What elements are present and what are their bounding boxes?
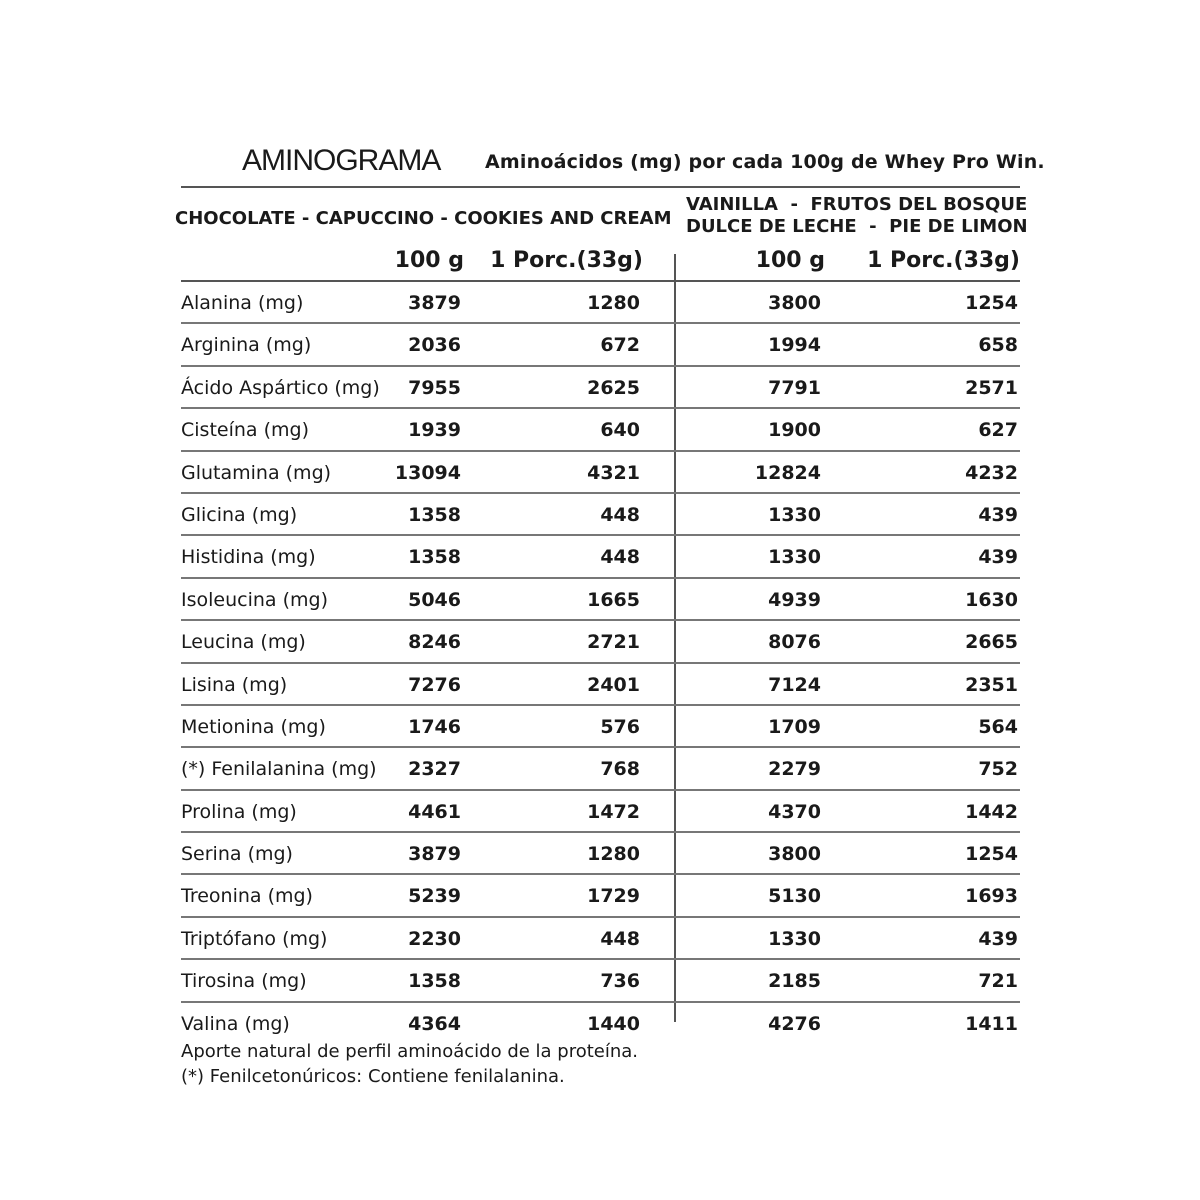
value-right-portion: 627: [978, 419, 1018, 442]
flavor-group-right-line2: DULCE DE LECHE - PIE DE LIMON: [686, 216, 1028, 237]
table-row: [181, 452, 1020, 494]
amino-acid-name: Cisteína (mg): [181, 419, 309, 442]
value-right-portion: 439: [978, 503, 1018, 526]
amino-acid-name: Triptófano (mg): [181, 927, 328, 950]
page-subtitle: Aminoácidos (mg) por cada 100g de Whey Pro Win.: [485, 151, 1045, 173]
value-right-portion: 1411: [965, 1012, 1018, 1035]
amino-acid-name: (*) Fenilalanina (mg): [181, 758, 377, 781]
value-right-100g: 4370: [768, 800, 821, 823]
value-right-portion: 4232: [965, 461, 1018, 484]
value-left-portion: 1440: [587, 1012, 640, 1035]
value-right-portion: 2571: [965, 376, 1018, 399]
value-right-portion: 1254: [965, 843, 1018, 866]
value-left-100g: 8246: [408, 631, 461, 654]
footnote-2: (*) Fenilcetonúricos: Contiene fenilalanina.: [181, 1066, 565, 1087]
amino-acid-name: Arginina (mg): [181, 334, 312, 357]
value-right-100g: 8076: [768, 631, 821, 654]
table-row: [181, 748, 1020, 790]
value-right-100g: 7124: [768, 673, 821, 696]
value-left-100g: 1939: [408, 419, 461, 442]
table-row: [181, 791, 1020, 833]
amino-acid-name: Treonina (mg): [181, 885, 313, 908]
value-left-portion: 736: [600, 970, 640, 993]
amino-acid-name: Leucina (mg): [181, 631, 306, 654]
value-right-100g: 1330: [768, 546, 821, 569]
value-right-portion: 1254: [965, 292, 1018, 314]
value-left-100g: 1358: [408, 546, 461, 569]
value-left-100g: 2327: [408, 758, 461, 781]
table-row: [181, 833, 1020, 875]
value-right-100g: 7791: [768, 376, 821, 399]
value-right-portion: 1693: [965, 885, 1018, 908]
value-right-portion: 1442: [965, 800, 1018, 823]
column-header-left-portion: 1 Porc.(33g): [490, 248, 643, 273]
value-right-portion: 2665: [965, 631, 1018, 654]
value-left-100g: 13094: [394, 461, 461, 484]
value-left-portion: 448: [600, 503, 640, 526]
value-left-portion: 4321: [587, 461, 640, 484]
value-left-portion: 1280: [587, 292, 640, 314]
amino-acid-name: Prolina (mg): [181, 800, 297, 823]
value-right-100g: 1330: [768, 927, 821, 950]
value-right-100g: 3800: [768, 843, 821, 866]
value-right-portion: 1630: [965, 588, 1018, 611]
value-left-portion: 1729: [587, 885, 640, 908]
table-row: [181, 664, 1020, 706]
table-row: [181, 494, 1020, 536]
value-right-100g: 12824: [754, 461, 821, 484]
value-left-portion: 640: [600, 419, 640, 442]
amino-acid-name: Glutamina (mg): [181, 461, 332, 484]
value-right-portion: 658: [978, 334, 1018, 357]
value-right-portion: 2351: [965, 673, 1018, 696]
value-right-100g: 1330: [768, 503, 821, 526]
column-header-right-100g: 100 g: [755, 248, 825, 273]
value-right-100g: 5130: [768, 885, 821, 908]
flavor-group-left: CHOCOLATE - CAPUCCINO - COOKIES AND CREAM: [175, 208, 672, 229]
amino-table-body: [181, 282, 1020, 1045]
value-right-100g: 3800: [768, 292, 821, 314]
value-right-100g: 1994: [768, 334, 821, 357]
table-row: [181, 579, 1020, 621]
value-left-portion: 1472: [587, 800, 640, 823]
table-row: [181, 621, 1020, 663]
value-right-100g: 2185: [768, 970, 821, 993]
value-right-100g: 4276: [768, 1012, 821, 1035]
table-row: [181, 706, 1020, 748]
value-left-portion: 1280: [587, 843, 640, 866]
value-right-portion: 439: [978, 927, 1018, 950]
value-left-100g: 1358: [408, 503, 461, 526]
value-right-100g: 4939: [768, 588, 821, 611]
table-row: [181, 960, 1020, 1002]
value-left-100g: 1746: [408, 715, 461, 738]
value-left-100g: 5239: [408, 885, 461, 908]
amino-acid-name: Isoleucina (mg): [181, 588, 328, 611]
value-left-100g: 3879: [408, 843, 461, 866]
table-row: [181, 367, 1020, 409]
value-left-portion: 448: [600, 546, 640, 569]
top-divider: [181, 186, 1020, 188]
amino-acid-name: Serina (mg): [181, 843, 293, 866]
amino-acid-name: Tirosina (mg): [181, 970, 307, 993]
value-right-100g: 1900: [768, 419, 821, 442]
value-left-100g: 7276: [408, 673, 461, 696]
value-left-100g: 7955: [408, 376, 461, 399]
value-right-100g: 2279: [768, 758, 821, 781]
value-left-100g: 5046: [408, 588, 461, 611]
amino-acid-name: Glicina (mg): [181, 503, 298, 526]
column-header-left-100g: 100 g: [394, 248, 464, 273]
value-left-portion: 768: [600, 758, 640, 781]
value-left-portion: 576: [600, 715, 640, 738]
value-left-portion: 672: [600, 334, 640, 357]
amino-acid-name: Alanina (mg): [181, 292, 304, 314]
amino-acid-name: Lisina (mg): [181, 673, 288, 696]
amino-acid-name: Metionina (mg): [181, 715, 326, 738]
value-right-100g: 1709: [768, 715, 821, 738]
footnote-1: Aporte natural de perfil aminoácido de la proteína.: [181, 1041, 639, 1062]
value-right-portion: 564: [978, 715, 1018, 738]
value-left-portion: 1665: [587, 588, 640, 611]
page-title: AMINOGRAMA: [242, 144, 441, 177]
value-left-portion: 2401: [587, 673, 640, 696]
table-row: [181, 875, 1020, 917]
flavor-group-right-line1: VAINILLA - FRUTOS DEL BOSQUE: [686, 194, 1028, 215]
value-left-100g: 1358: [408, 970, 461, 993]
value-right-portion: 752: [978, 758, 1018, 781]
value-left-100g: 4461: [408, 800, 461, 823]
value-left-100g: 3879: [408, 292, 461, 314]
column-header-right-portion: 1 Porc.(33g): [867, 248, 1020, 273]
amino-acid-name: Histidina (mg): [181, 546, 316, 569]
table-row: [181, 1003, 1020, 1045]
value-left-100g: 4364: [408, 1012, 461, 1035]
table-row: [181, 409, 1020, 451]
table-row: [181, 918, 1020, 960]
value-right-portion: 721: [978, 970, 1018, 993]
table-row: [181, 324, 1020, 366]
value-left-100g: 2036: [408, 334, 461, 357]
value-left-portion: 2625: [587, 376, 640, 399]
amino-acid-name: Ácido Aspártico (mg): [181, 376, 380, 399]
value-left-100g: 2230: [408, 927, 461, 950]
value-right-portion: 439: [978, 546, 1018, 569]
value-left-portion: 448: [600, 927, 640, 950]
value-left-portion: 2721: [587, 631, 640, 654]
amino-acid-name: Valina (mg): [181, 1012, 290, 1035]
table-row: [181, 536, 1020, 578]
table-row: [181, 282, 1020, 324]
